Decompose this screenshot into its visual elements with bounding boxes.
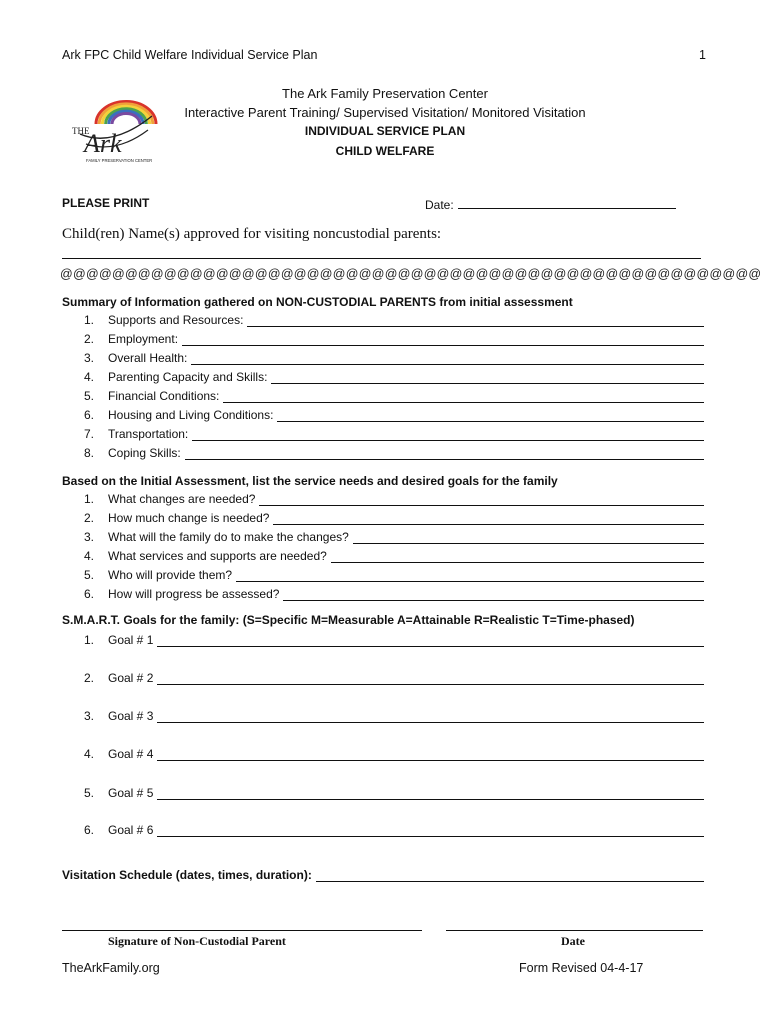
goal-item-number: 2. [84,671,95,685]
goal-item-4[interactable] [84,747,704,761]
document-header-title: Ark FPC Child Welfare Individual Service Plan [62,48,318,62]
goal-item-answer-line[interactable] [157,825,704,837]
parent-signature-label: Signature of Non-Custodial Parent [108,934,286,948]
summary-item-answer-line[interactable] [277,410,704,422]
footer-website: TheArkFamily.org [62,961,160,975]
form-title-line2: CHILD WELFARE [335,144,435,158]
visitation-schedule-label: Visitation Schedule (dates, times, duration): [62,868,312,882]
summary-item-answer-line[interactable] [191,353,704,365]
needs-item-label: Who will provide them? [108,568,233,582]
needs-heading: Based on the Initial Assessment, list the service needs and desired goals for the family [62,474,558,488]
signature-date-line[interactable] [446,930,703,931]
summary-item-answer-line[interactable] [247,315,704,327]
needs-item-number: 2. [84,511,95,525]
needs-item-2[interactable] [84,511,704,525]
goal-item-label: Goal # 2 [108,671,154,685]
summary-heading: Summary of Information gathered on NON-CUSTODIAL PARENTS from initial assessment [62,295,573,309]
needs-item-1[interactable] [84,492,704,506]
logo-ark-text: Ark [84,129,122,158]
goal-item-5[interactable] [84,786,704,800]
needs-item-label: What changes are needed? [108,492,256,506]
summary-item-6[interactable] [84,408,704,422]
goal-item-label: Goal # 5 [108,786,154,800]
summary-item-7[interactable] [84,427,704,441]
visitation-schedule-field[interactable] [62,868,704,882]
needs-item-number: 5. [84,568,95,582]
needs-item-label: What will the family do to make the changes? [108,530,349,544]
goal-item-number: 6. [84,823,95,837]
summary-item-8[interactable] [84,446,704,460]
summary-item-number: 1. [84,313,95,327]
needs-item-answer-line[interactable] [353,532,704,544]
goal-item-answer-line[interactable] [157,635,704,647]
goal-item-number: 3. [84,709,95,723]
please-print-label: PLEASE PRINT [62,196,150,210]
goal-item-answer-line[interactable] [157,711,704,723]
children-names-line[interactable] [62,258,701,259]
goal-item-answer-line[interactable] [157,673,704,685]
needs-item-answer-line[interactable] [236,570,704,582]
needs-item-label: What services and supports are needed? [108,549,327,563]
summary-item-number: 4. [84,370,95,384]
goal-item-number: 5. [84,786,95,800]
needs-item-answer-line[interactable] [331,551,704,563]
summary-item-label: Employment: [108,332,179,346]
organization-name: The Ark Family Preservation Center [282,86,488,101]
parent-signature-line[interactable] [62,930,422,931]
summary-item-4[interactable] [84,370,704,384]
date-label: Date: [425,198,454,212]
swirl-divider: @@@@@@@@@@@@@@@@@@@@@@@@@@@@@@@@@@@@@@@@@@@@@@@@@@@@@@ [60,267,762,281]
summary-item-label: Financial Conditions: [108,389,220,403]
date-field[interactable] [425,196,676,212]
summary-item-answer-line[interactable] [182,334,704,346]
date-input-line[interactable] [458,196,676,209]
signature-date-label: Date [561,934,585,948]
needs-item-3[interactable] [84,530,704,544]
needs-item-answer-line[interactable] [259,494,704,506]
footer-revised: Form Revised 04-4-17 [519,961,644,975]
summary-item-label: Supports and Resources: [108,313,244,327]
summary-item-number: 3. [84,351,95,365]
summary-item-3[interactable] [84,351,704,365]
needs-item-number: 1. [84,492,95,506]
logo-the-text: THE [72,126,90,136]
summary-item-2[interactable] [84,332,704,346]
goal-item-3[interactable] [84,709,704,723]
goal-item-label: Goal # 1 [108,633,154,647]
summary-item-number: 8. [84,446,95,460]
summary-item-number: 6. [84,408,95,422]
summary-item-number: 7. [84,427,95,441]
needs-item-6[interactable] [84,587,704,601]
summary-item-answer-line[interactable] [192,429,704,441]
goal-item-answer-line[interactable] [157,788,704,800]
needs-item-number: 4. [84,549,95,563]
page-number: 1 [699,48,706,62]
needs-item-label: How will progress be assessed? [108,587,280,601]
goal-item-label: Goal # 4 [108,747,154,761]
needs-item-number: 3. [84,530,95,544]
needs-item-number: 6. [84,587,95,601]
organization-subtitle: Interactive Parent Training/ Supervised Visitation/ Monitored Visitation [184,105,586,120]
goal-item-1[interactable] [84,633,704,647]
summary-item-label: Coping Skills: [108,446,181,460]
summary-item-1[interactable] [84,313,704,327]
summary-item-label: Parenting Capacity and Skills: [108,370,268,384]
children-names-label: Child(ren) Name(s) approved for visiting noncustodial parents: [62,226,442,242]
summary-item-label: Housing and Living Conditions: [108,408,274,422]
summary-item-number: 5. [84,389,95,403]
goal-item-number: 1. [84,633,95,647]
summary-item-label: Transportation: [108,427,189,441]
summary-item-answer-line[interactable] [271,372,704,384]
goal-item-label: Goal # 6 [108,823,154,837]
summary-item-answer-line[interactable] [223,391,704,403]
summary-item-answer-line[interactable] [185,448,704,460]
logo-tagline-text: FAMILY PRESERVATION CENTER [86,158,153,163]
goal-item-number: 4. [84,747,95,761]
visitation-schedule-line[interactable] [316,870,704,882]
needs-item-5[interactable] [84,568,704,582]
goal-item-2[interactable] [84,671,704,685]
needs-item-4[interactable] [84,549,704,563]
summary-item-label: Overall Health: [108,351,188,365]
summary-item-number: 2. [84,332,95,346]
needs-item-answer-line[interactable] [283,589,704,601]
goal-item-6[interactable] [84,823,704,837]
needs-item-answer-line[interactable] [273,513,704,525]
smart-goals-heading: S.M.A.R.T. Goals for the family: (S=Specific M=Measurable A=Attainable R=Realistic T=Time-phased) [62,613,635,627]
goal-item-label: Goal # 3 [108,709,154,723]
needs-item-label: How much change is needed? [108,511,270,525]
form-title-line1: INDIVIDUAL SERVICE PLAN [304,124,466,138]
goal-item-answer-line[interactable] [157,749,704,761]
summary-item-5[interactable] [84,389,704,403]
